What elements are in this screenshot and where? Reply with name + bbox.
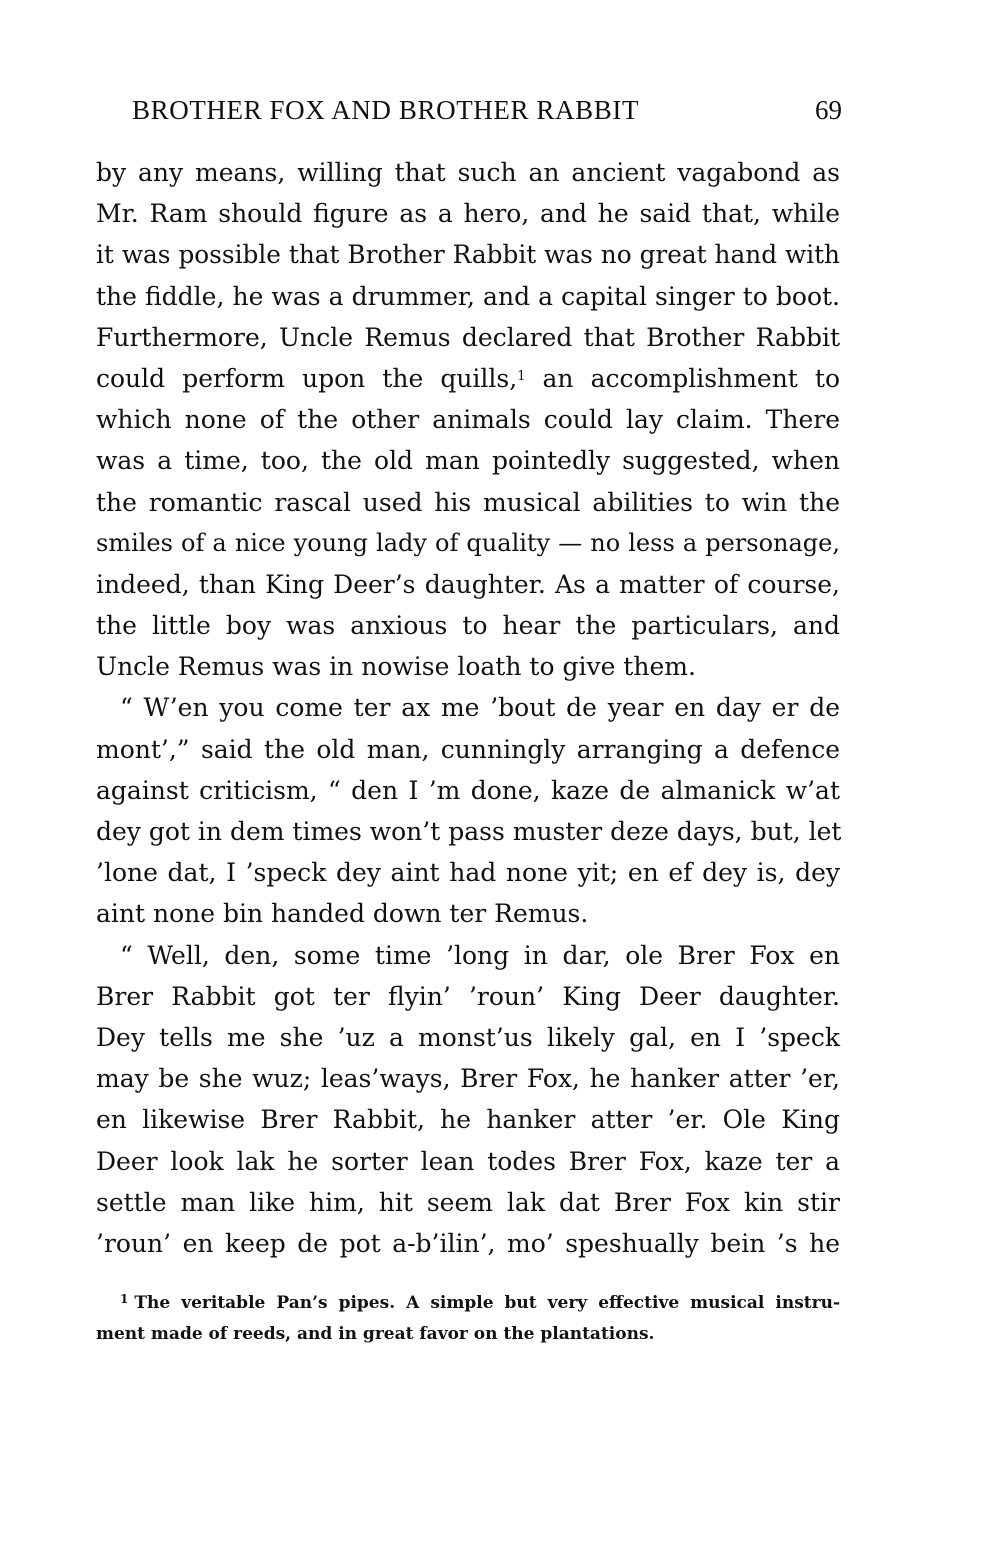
- body-text: [96, 152, 840, 1264]
- text-line: against criticism, “ den I ’m done, kaze de almanick w’at: [96, 775, 840, 805]
- footnote-marker: 1: [120, 1292, 129, 1306]
- text-line: the little boy was anxious to hear the particulars, and: [96, 611, 840, 641]
- text-line: Deer look lak he sorter lean todes Brer Fox, kaze ter a: [96, 1146, 840, 1176]
- text-line: may be she wuz; leas’ways, Brer Fox, he hanker atter ’er,: [96, 1064, 840, 1094]
- footnote: [96, 1288, 840, 1350]
- text-line: en likewise Brer Rabbit, he hanker atter ’er. Ole King: [96, 1105, 840, 1135]
- text-line: it was possible that Brother Rabbit was no great hand with: [96, 240, 840, 270]
- text-line: Uncle Remus was in nowise loath to give them.: [96, 652, 696, 682]
- text-line-with-footnote-ref: [96, 358, 840, 399]
- text-line: which none of the other animals could lay claim. There: [96, 405, 840, 435]
- text-line: ’roun’ en keep de pot a-b’ilin’, mo’ speshually bein ’s he: [96, 1228, 840, 1258]
- running-head: [132, 95, 842, 135]
- text-line: dey got in dem times won’t pass muster deze days, but, let: [96, 817, 842, 846]
- text-line: smiles of a nice young lady of quality — no less a personage,: [96, 528, 840, 557]
- text-line-part: an accomplishment to: [525, 363, 840, 393]
- footnote-text: The veritable Pan’s pipes. A simple but very effective musical instru-: [134, 1293, 840, 1313]
- text-line: aint none bin handed down ter Remus.: [96, 899, 589, 929]
- page-number: 69: [815, 95, 842, 125]
- text-line: mont’,” said the old man, cunningly arranging a defence: [96, 734, 840, 764]
- text-line: Furthermore, Uncle Remus declared that Brother Rabbit: [96, 322, 840, 352]
- text-line: indeed, than King Deer’s daughter. As a matter of course,: [96, 569, 840, 599]
- running-title: BROTHER FOX AND BROTHER RABBIT: [132, 95, 640, 125]
- text-line: ’lone dat, I ’speck dey aint had none yit; en ef dey is, dey: [96, 858, 840, 888]
- text-line: was a time, too, the old man pointedly suggested, when: [96, 446, 840, 476]
- footnote-line: [96, 1288, 840, 1319]
- footnote-line: ment made of reeds, and in great favor on the plantations.: [96, 1324, 655, 1344]
- text-line: “ Well, den, some time ’long in dar, ole Brer Fox en: [120, 940, 840, 970]
- text-line: the romantic rascal used his musical abilities to win the: [96, 487, 840, 517]
- text-line: Mr. Ram should figure as a hero, and he said that, while: [96, 199, 840, 229]
- text-line: settle man like him, hit seem lak dat Brer Fox kin stir: [96, 1187, 840, 1217]
- text-line: by any means, willing that such an ancient vagabond as: [96, 158, 840, 187]
- text-line: “ W’en you come ter ax me ’bout de year en day er de: [120, 693, 840, 723]
- text-line: Dey tells me she ’uz a monst’us likely gal, en I ’speck: [96, 1022, 840, 1052]
- text-line: the fiddle, he was a drummer, and a capital singer to boot.: [96, 281, 840, 311]
- text-line-part: could perform upon the quills,: [96, 363, 518, 393]
- text-line: Brer Rabbit got ter flyin’ ’roun’ King Deer daughter.: [96, 981, 840, 1011]
- footnote-reference: 1: [517, 368, 526, 384]
